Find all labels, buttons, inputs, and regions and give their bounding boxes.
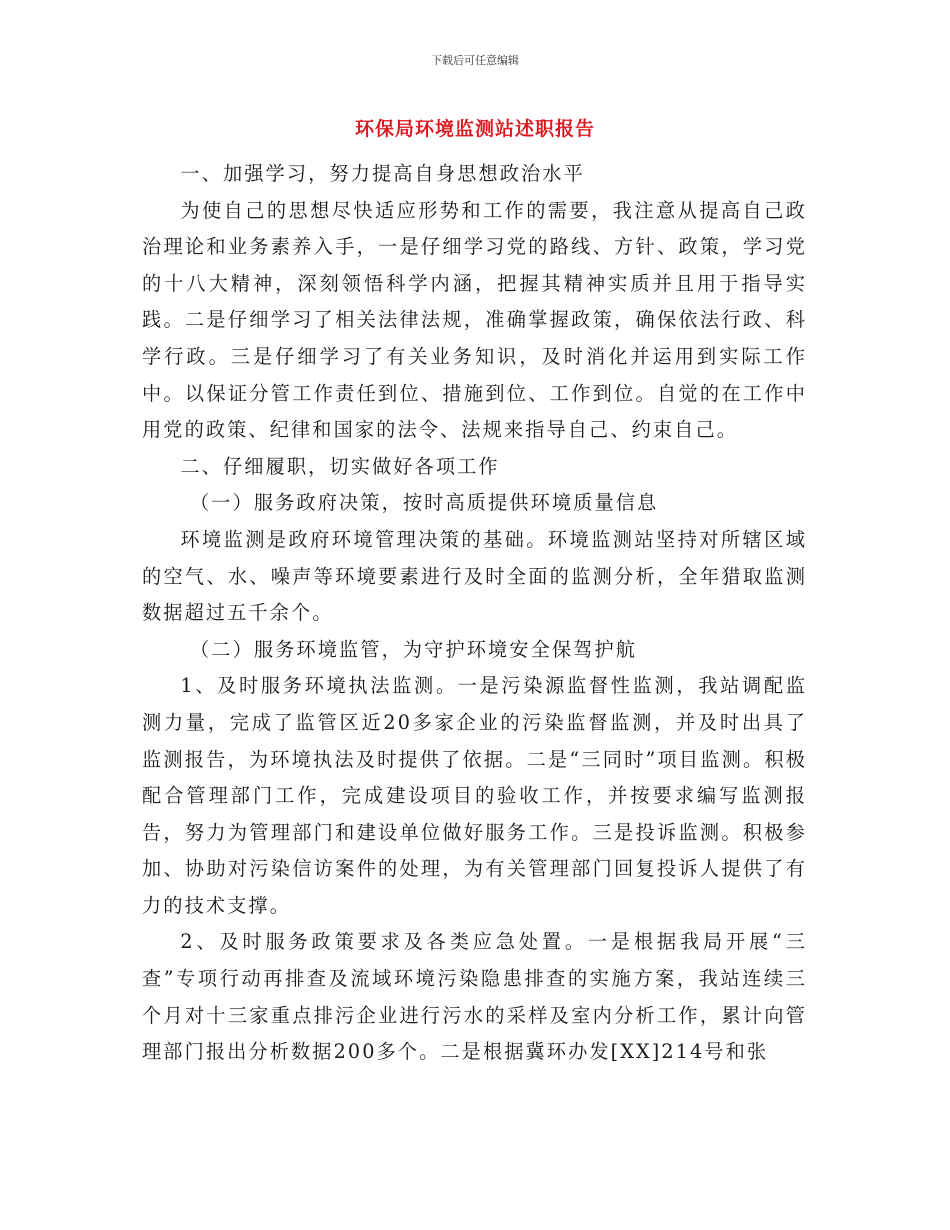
paragraph: 为使自己的思想尽快适应形势和工作的需要，我注意从提高自己政治理论和业务素养入手，一是仔细学习党的路线、方针、政策，学习党的十八大精神，深刻领悟科学内涵，把握其精神实质并且用于指导实践。二是仔细学习了相关法律法规，准确掌握政策，确保依法行政、科学行政。三是仔细学习了有关业务知识，及时消化并运用到实际工作中。以保证分管工作责任到位、措施到位、工作到位。自觉的在工作中用党的政策、纪律和国家的法令、法规来指导自己、约束自己。 (142, 198, 807, 442)
header-note: 下载后可任意编辑 (431, 54, 519, 67)
paragraph: 1、及时服务环境执法监测。一是污染源监督性监测，我站调配监测力量，完成了监管区近20多家企业的污染监督监测，并及时出具了监测报告，为环境执法及时提供了依据。二是“三同时”项目监测。积极配合管理部门工作，完成建设项目的验收工作，并按要求编写监测报告，努力为管理部门和建设单位做好服务工作。三是投诉监测。积极参加、协助对污染信访案件的处理，为有关管理部门回复投诉人提供了有力的技术支撑。 (142, 674, 807, 917)
section-heading-2: 二、仔细履职，切实做好各项工作 (180, 454, 500, 478)
section-heading-1: 一、加强学习，努力提高自身思想政治水平 (180, 162, 585, 185)
paragraph: 2、及时服务政策要求及各类应急处置。一是根据我局开展“三查”专项行动再排查及流域环境污染隐患排查的实施方案，我站连续三个月对十三家重点排污企业进行污水的采样及室内分析工作，累计向管理部门报出分析数据200多个。二是根据冀环办发[XX]214号和张 (142, 930, 807, 1064)
subsection-heading-2: （二）服务环境监管，为守护环境安全保驾护航 (190, 637, 638, 661)
subsection-heading-1: （一）服务政府决策，按时高质提供环境质量信息 (190, 491, 659, 515)
document-body (142, 156, 807, 1071)
document-title: 环保局环境监测站述职报告 (354, 118, 595, 140)
paragraph: 环境监测是政府环境管理决策的基础。环境监测站坚持对所辖区域的空气、水、噪声等环境要素进行及时全面的监测分析，全年猎取监测数据超过五千余个。 (142, 527, 807, 625)
